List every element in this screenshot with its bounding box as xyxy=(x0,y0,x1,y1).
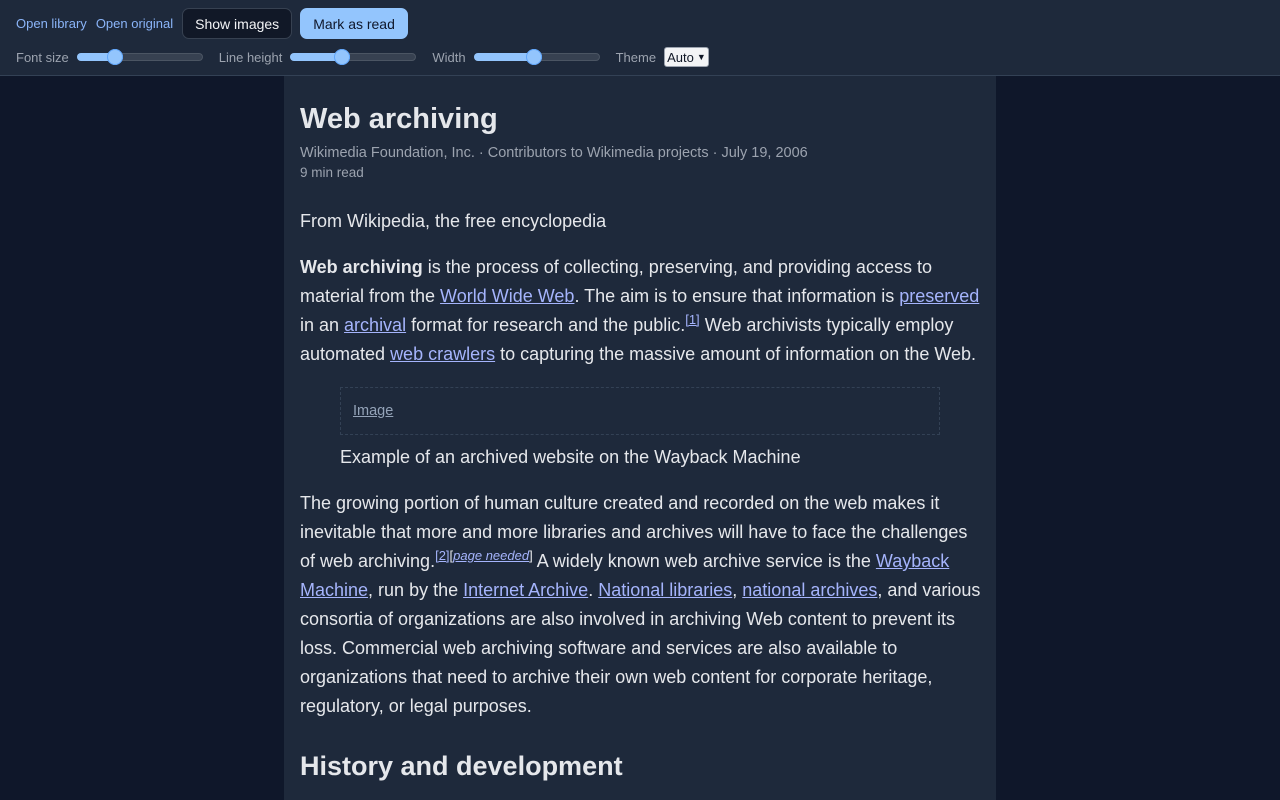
paragraph-1 xyxy=(300,253,982,369)
article-panel xyxy=(284,76,996,800)
paragraph-2 xyxy=(300,489,982,721)
line-height-slider[interactable] xyxy=(290,52,416,62)
text-span: , xyxy=(732,580,743,600)
reference-link-2[interactable]: [2] xyxy=(435,548,450,563)
article-title: Web archiving xyxy=(300,103,498,135)
link-internet-archive[interactable]: Internet Archive xyxy=(463,580,589,600)
text-span: in an xyxy=(300,315,345,335)
link-wayback-machine[interactable]: Wayback Machine xyxy=(300,551,950,600)
link-national-archives[interactable]: national archives xyxy=(742,580,878,600)
width-slider[interactable] xyxy=(474,52,600,62)
text-span: . The aim is to ensure that information is xyxy=(574,286,900,306)
font-size-slider[interactable] xyxy=(77,52,203,62)
figure xyxy=(340,387,940,472)
bracket-open: [ xyxy=(449,548,454,563)
image-placeholder xyxy=(340,387,940,435)
slider-fill xyxy=(474,53,534,61)
intro-paragraph: From Wikipedia, the free encyclopedia xyxy=(300,211,607,231)
bracket-close: ] xyxy=(529,548,533,563)
link-national-libraries[interactable]: National libraries xyxy=(598,580,733,600)
image-link[interactable]: Image xyxy=(353,403,394,419)
text-span: Web archivists typically employ automated xyxy=(300,315,954,364)
link-web-crawlers[interactable]: web crawlers xyxy=(390,344,496,364)
section-heading: History and development xyxy=(300,751,623,781)
text-span: format for research and the public. xyxy=(406,315,686,335)
link-archival[interactable]: archival xyxy=(344,315,407,335)
slider-thumb[interactable] xyxy=(526,49,542,65)
show-images-button[interactable]: Show images xyxy=(182,8,292,39)
theme-select-value: Auto xyxy=(667,49,694,65)
text-span: A widely known web archive service is the xyxy=(532,551,876,571)
slider-thumb[interactable] xyxy=(107,49,123,65)
bold-term: Web archiving xyxy=(300,257,423,277)
reference-1 xyxy=(685,312,699,327)
article-byline: Wikimedia Foundation, Inc. · Contributors to Wikimedia projects · July 19, 2006 xyxy=(300,145,808,161)
reader-toolbar xyxy=(0,0,1280,76)
line-height-label: Line height xyxy=(218,49,283,65)
theme-label: Theme xyxy=(615,49,657,65)
text-span: , run by the xyxy=(368,580,464,600)
text-span: , and various consortia of organizations are also involved in archiving Web content to prevent its loss. Commercial web archiving software and services are also available to organizations that need to archive their own web content for corporate heritage, regulatory, or legal purposes. xyxy=(300,580,981,716)
toolbar-actions xyxy=(16,8,408,39)
page-needed-link[interactable]: page needed xyxy=(453,548,530,563)
font-size-label: Font size xyxy=(16,49,69,65)
figure-caption: Example of an archived website on the Wayback Machine xyxy=(340,447,801,467)
text-span: is the process of collecting, preserving, and providing access to material from the xyxy=(300,257,932,306)
chevron-down-icon: ▼ xyxy=(696,52,706,62)
link-world-wide-web[interactable]: World Wide Web xyxy=(440,286,575,306)
text-span: . xyxy=(588,580,599,600)
text-span: to capturing the massive amount of information on the Web. xyxy=(495,344,977,364)
reference-2 xyxy=(435,548,533,563)
open-original-link[interactable]: Open original xyxy=(95,16,174,31)
article-content xyxy=(300,76,982,783)
toolbar-controls xyxy=(16,47,709,67)
slider-thumb[interactable] xyxy=(334,49,350,65)
theme-select[interactable] xyxy=(664,47,709,67)
read-time: 9 min read xyxy=(300,165,364,180)
link-preserved[interactable]: preserved xyxy=(899,286,980,306)
open-library-link[interactable]: Open library xyxy=(16,16,87,31)
text-span: The growing portion of human culture created and recorded on the web makes it inevitable that more and more libraries and archives will have to face the challenges of web archiving. xyxy=(300,493,968,571)
reference-link-1[interactable]: [1] xyxy=(685,312,700,327)
width-label: Width xyxy=(432,49,466,65)
mark-as-read-button[interactable]: Mark as read xyxy=(300,8,408,39)
